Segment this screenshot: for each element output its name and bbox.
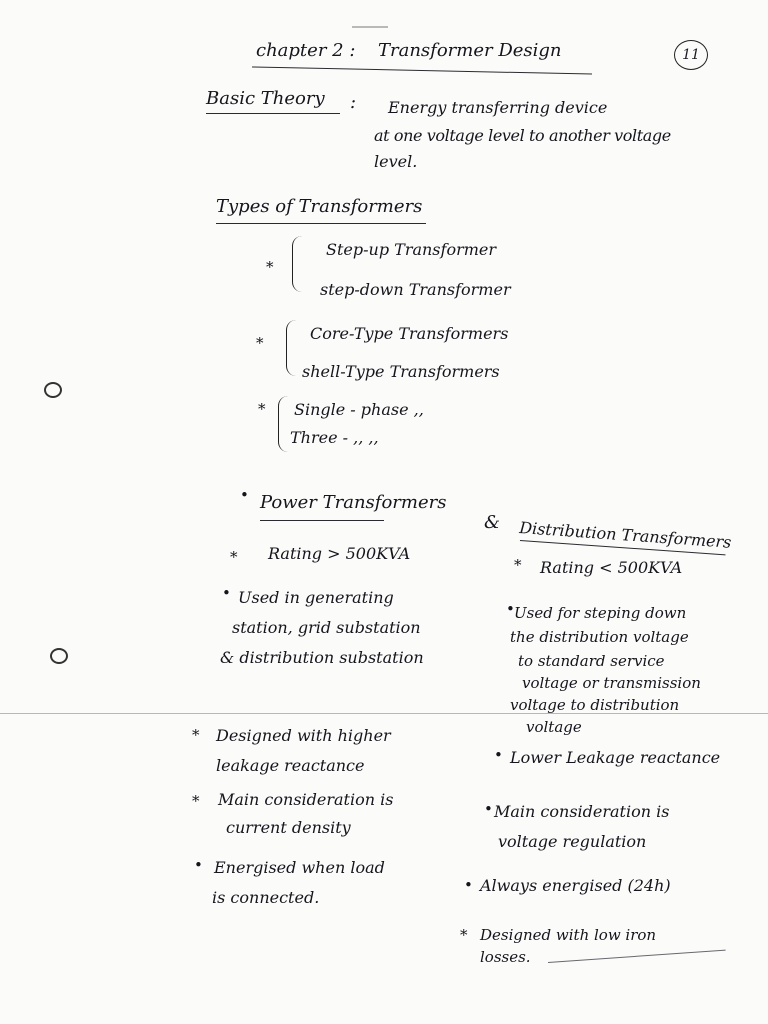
distribution-transformers-heading: Distribution Transformers bbox=[518, 518, 733, 552]
ampersand: & bbox=[484, 512, 501, 533]
point-bullet: * bbox=[192, 726, 200, 744]
basic-theory-line: level. bbox=[374, 152, 418, 171]
binder-hole bbox=[50, 648, 68, 664]
group-bullet: * bbox=[258, 400, 266, 418]
left-point-line: Designed with higher bbox=[216, 726, 391, 745]
point-bullet: * bbox=[192, 792, 200, 810]
brace bbox=[286, 320, 299, 376]
basic-theory-line: at one voltage level to another voltage bbox=[374, 126, 671, 145]
power-underline bbox=[260, 520, 384, 521]
right-point-line: to standard service bbox=[518, 652, 665, 670]
left-point-line: Main consideration is bbox=[218, 790, 394, 809]
left-point-line: Energised when load bbox=[214, 858, 385, 877]
basic-theory-underline bbox=[206, 113, 340, 114]
point-bullet: • bbox=[494, 746, 503, 764]
right-point-line: voltage to distribution bbox=[510, 696, 680, 714]
left-point-line: Used in generating bbox=[238, 588, 394, 607]
right-point-line: Main consideration is bbox=[494, 802, 670, 821]
point-bullet: • bbox=[194, 856, 203, 874]
title-underline bbox=[252, 66, 592, 75]
types-underline bbox=[216, 223, 426, 224]
chapter-label: chapter 2 : bbox=[256, 40, 356, 61]
right-point-line: Lower Leakage reactance bbox=[510, 748, 721, 767]
type-item: Step-up Transformer bbox=[326, 240, 497, 259]
point-bullet: * bbox=[460, 926, 468, 944]
type-item: Three - ,, ,, bbox=[290, 428, 379, 447]
type-item: step-down Transformer bbox=[320, 280, 511, 299]
right-point-line: Rating < 500KVA bbox=[540, 558, 683, 577]
heading-bullet: • bbox=[240, 486, 249, 504]
left-point-line: current density bbox=[226, 818, 351, 837]
basic-theory-heading: Basic Theory bbox=[206, 88, 325, 109]
types-heading: Types of Transformers bbox=[216, 196, 423, 217]
group-bullet: * bbox=[266, 258, 274, 276]
group-bullet: * bbox=[256, 334, 264, 352]
basic-theory-line: Energy transferring device bbox=[388, 98, 608, 117]
type-item: shell-Type Transformers bbox=[302, 362, 500, 381]
end-stroke bbox=[548, 950, 726, 964]
right-point-line: Always energised (24h) bbox=[480, 876, 671, 895]
right-point-line: voltage or transmission bbox=[522, 674, 701, 692]
page-number: 11 bbox=[674, 40, 708, 70]
left-point-line: is connected. bbox=[212, 888, 320, 907]
right-point-line: losses. bbox=[480, 948, 531, 966]
top-mark bbox=[352, 26, 388, 28]
power-transformers-heading: Power Transformers bbox=[260, 492, 447, 513]
right-point-line: the distribution voltage bbox=[510, 628, 689, 646]
point-bullet: * bbox=[514, 556, 522, 574]
type-item: Single - phase ,, bbox=[294, 400, 424, 419]
point-bullet: • bbox=[484, 800, 493, 818]
right-point-line: Used for steping down bbox=[514, 604, 687, 622]
point-bullet: • bbox=[464, 876, 473, 894]
right-point-line: voltage regulation bbox=[498, 832, 647, 851]
right-point-line: Designed with low iron bbox=[480, 926, 657, 944]
binder-hole bbox=[44, 382, 62, 398]
left-point-line: leakage reactance bbox=[216, 756, 365, 775]
point-bullet: * bbox=[230, 548, 238, 566]
type-item: Core-Type Transformers bbox=[310, 324, 509, 343]
left-point-line: station, grid substation bbox=[232, 618, 421, 637]
brace bbox=[292, 236, 305, 292]
left-point-line: & distribution substation bbox=[220, 648, 424, 667]
left-point-line: Rating > 500KVA bbox=[268, 544, 411, 563]
point-bullet: • bbox=[222, 584, 231, 602]
basic-theory-colon: : bbox=[350, 92, 357, 113]
point-bullet: • bbox=[506, 600, 515, 618]
right-point-line: voltage bbox=[526, 718, 582, 736]
chapter-title: Transformer Design bbox=[378, 40, 562, 61]
